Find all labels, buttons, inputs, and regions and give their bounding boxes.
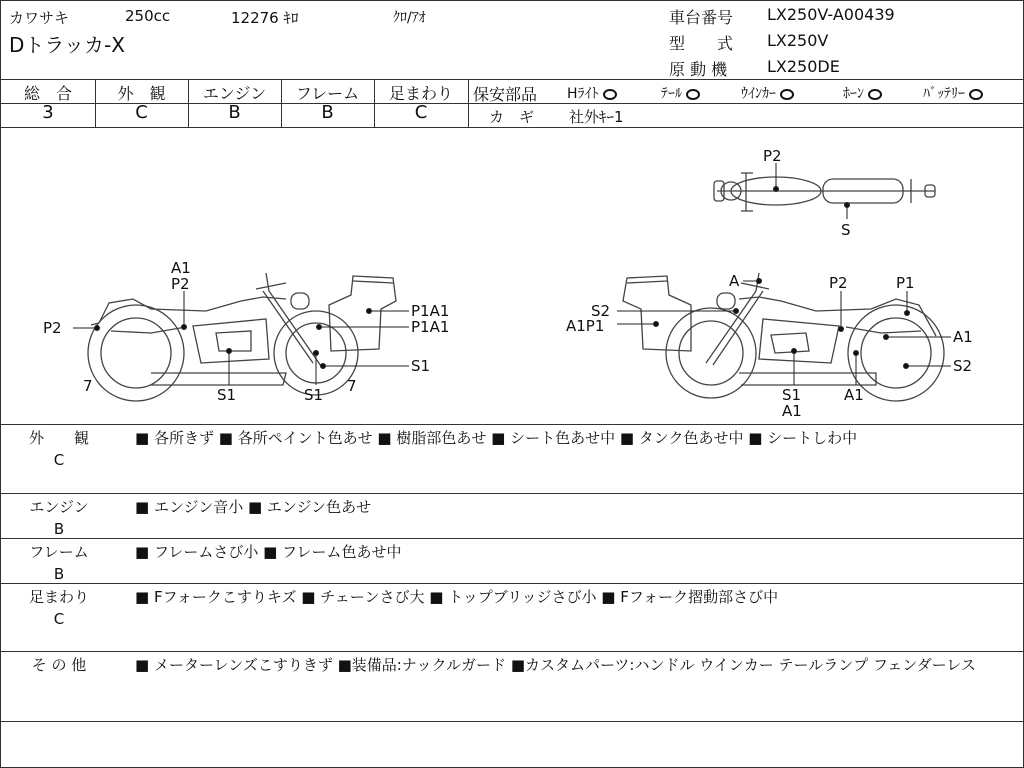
ok-circle-icon: [868, 89, 882, 100]
grade-label-overall: 総 合: [23, 84, 72, 103]
note-text-other: ■ メーターレンズこすりきず ■装備品:ナックルガード ■カスタムパーツ:ハンドル ウインカー テールランプ フェンダーレス: [135, 656, 976, 674]
grade-value-exterior: C: [135, 102, 148, 123]
note-text-exterior: ■ 各所きず ■ 各所ペイント色あせ ■ 樹脂部色あせ ■ シート色あせ中 ■ タンク色あせ中 ■ シートしわ中: [135, 429, 858, 447]
divider: [1, 424, 1024, 425]
note-text-engine: ■ エンジン音小 ■ エンジン色あせ: [135, 498, 372, 516]
note-label-other: そ の 他: [31, 656, 87, 674]
label-right-s2-rear: S2: [953, 357, 973, 375]
type-label: 型 式: [669, 34, 734, 53]
type-value: LX250V: [767, 31, 829, 50]
grade-value-engine: B: [228, 102, 241, 123]
grade-label-frame: フレーム: [295, 84, 360, 103]
safety-item-horn: ﾎｰﾝ: [843, 83, 882, 103]
label-left-p2-upper: P2: [171, 275, 190, 293]
label-right-s1: S1: [782, 386, 802, 404]
maker: カワサキ: [9, 9, 70, 27]
label-left-s1-engine: S1: [217, 386, 237, 404]
divider: [1, 79, 1024, 80]
divider: [468, 79, 469, 127]
grade-value-overall: 3: [42, 102, 54, 123]
key-label: カ ギ: [489, 108, 535, 126]
label-right-p2: P2: [829, 274, 848, 292]
safety-item-headlight: Hﾗｲﾄ: [567, 83, 617, 103]
safety-label: 保安部品: [473, 85, 538, 104]
grade-value-suspension: C: [414, 102, 428, 123]
vin-value: LX250V-A00439: [767, 5, 895, 24]
engine-label: 原 動 機: [669, 60, 728, 79]
divider: [1, 721, 1024, 722]
engine-value: LX250DE: [767, 57, 840, 76]
divider: [1, 538, 1024, 539]
label-left-p1a1-b: P1A1: [411, 318, 450, 336]
note-text-suspension: ■ Fフォークこすりキズ ■ チェーンさび大 ■ トップブリッジさび小 ■ Fフォーク摺動部さび中: [135, 588, 779, 606]
note-label-exterior: 外 観 C: [28, 429, 89, 469]
label-left-p1a1-a: P1A1: [411, 302, 450, 320]
damage-diagram: [1, 128, 1023, 424]
label-right-p1: P1: [896, 274, 915, 292]
note-label-suspension: 足まわり C: [28, 588, 89, 628]
ok-circle-icon: [686, 89, 700, 100]
label-left-seven: 7: [83, 377, 93, 395]
label-right-a: A: [729, 272, 740, 290]
label-right-a1p1: A1P1: [566, 317, 605, 335]
note-label-frame: フレーム B: [29, 543, 89, 583]
divider: [1, 583, 1024, 584]
grade-label-suspension: 足まわり: [388, 84, 453, 103]
divider: [1, 651, 1024, 652]
ok-circle-icon: [969, 89, 983, 100]
label-right-a1-bottom: A1: [782, 402, 802, 420]
safety-item-tail: ﾃｰﾙ: [661, 83, 700, 103]
note-label-engine: エンジン B: [29, 498, 89, 538]
safety-item-battery: ﾊﾞｯﾃﾘｰ: [923, 83, 983, 103]
label-left-s1-fork: S1: [304, 386, 324, 404]
vin-label: 車台番号: [669, 8, 734, 27]
key-value: 社外ｷｰ1: [569, 108, 624, 126]
note-text-frame: ■ フレームさび小 ■ フレーム色あせ中: [135, 543, 402, 561]
label-right-a1-mid: A1: [844, 386, 864, 404]
color: ｸﾛ/ｱｵ: [393, 10, 426, 26]
ok-circle-icon: [603, 89, 617, 100]
displacement: 250cc: [125, 7, 171, 25]
label-left-p2-rear: P2: [43, 319, 62, 337]
bike-top-view: [714, 173, 935, 211]
ok-circle-icon: [780, 89, 794, 100]
label-left-s1-right: S1: [411, 357, 431, 375]
grade-label-engine: エンジン: [202, 84, 267, 103]
label-top-p2: P2: [763, 147, 782, 165]
grade-label-exterior: 外 観: [117, 84, 166, 103]
label-right-s2-left: S2: [591, 302, 611, 320]
model-name: Dトラッカ-X: [9, 33, 125, 57]
mileage: 12276 ｷﾛ: [231, 9, 299, 27]
safety-item-winker: ｳｲﾝｶｰ: [741, 83, 794, 103]
label-top-s: S: [841, 221, 851, 239]
divider: [1, 493, 1024, 494]
label-left-seven-right: 7: [347, 377, 357, 395]
label-left-a1: A1: [171, 259, 191, 277]
grade-value-frame: B: [321, 102, 334, 123]
label-right-a1-rear: A1: [953, 328, 973, 346]
